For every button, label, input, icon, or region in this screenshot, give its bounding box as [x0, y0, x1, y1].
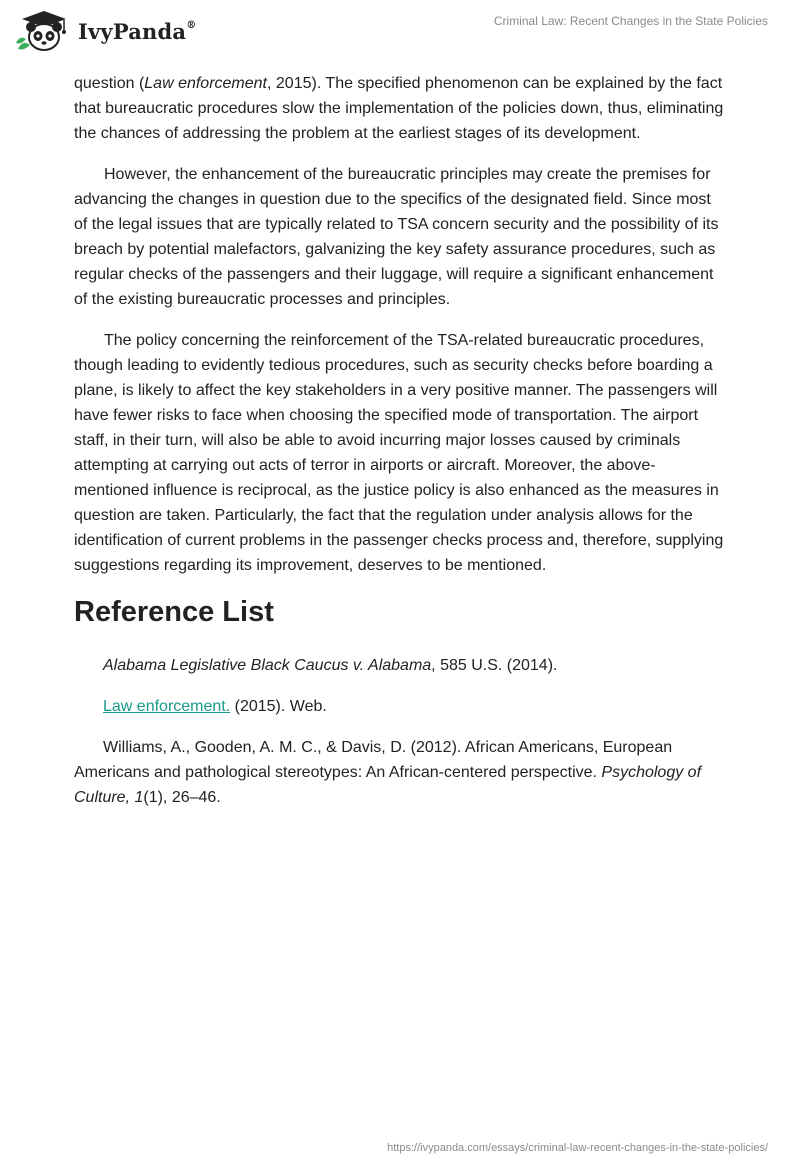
reference-item: Law enforcement. (2015). Web.: [103, 698, 327, 715]
reference-list-heading: Reference List: [74, 596, 274, 628]
essay-content: [74, 71, 724, 826]
reference-item: Williams, A., Gooden, A. M. C., & Davis, D. (2012). African Americans, European Americans and pathological stereotypes: An African-centered perspective. Psychology of Culture, 1(1), 26–46.: [74, 739, 702, 806]
paragraph-2: However, the enhancement of the bureaucratic principles may create the premises for advancing the changes in question due to the specifics of the designated field. Since most of the legal issues that are typically related to TSA concern security and the possibility of its breach by potential malefactors, galvanizing the key safety assurance procedures, such as regular checks of the passengers and their luggage, will require a significant enhancement of the existing bureaucratic processes and principles.: [74, 166, 719, 308]
footer-source-url: https://ivypanda.com/essays/criminal-law-recent-changes-in-the-state-policies/: [387, 1142, 768, 1154]
paragraph-1: question (Law enforcement, 2015). The specified phenomenon can be explained by the fact that bureaucratic procedures slow the implementation of the policies down, thus, eliminating the chances of addressing the problem at the earliest stages of its development.: [74, 75, 724, 142]
document-header-title: Criminal Law: Recent Changes in the State Policies: [493, 14, 768, 28]
brand-logo[interactable]: [14, 9, 196, 53]
law-enforcement-link[interactable]: Law enforcement.: [103, 698, 231, 715]
panda-graduate-icon: [14, 9, 74, 53]
reference-item: Alabama Legislative Black Caucus v. Alabama, 585 U.S. (2014).: [103, 657, 558, 674]
brand-name: IvyPanda®: [78, 18, 197, 44]
page-header: [0, 0, 800, 70]
paragraph-3: The policy concerning the reinforcement of the TSA-related bureaucratic procedures, though leading to evidently tedious procedures, such as security checks before boarding a plane, is likely to affect the key stakeholders in a very positive manner. The passengers will have fewer risks to face when choosing the specified mode of transportation. The airport staff, in their turn, will also be able to avoid incurring major losses caused by criminals attempting at carrying out acts of terror in airports or aircraft. Moreover, the above-mentioned influence is reciprocal, as the justice policy is also enhanced as the measures in question are taken. Particularly, the fact that the regulation under analysis allows for the identification of current problems in the passenger checks process and, therefore, supplying suggestions regarding its improvement, deserves to be mentioned.: [74, 332, 724, 574]
